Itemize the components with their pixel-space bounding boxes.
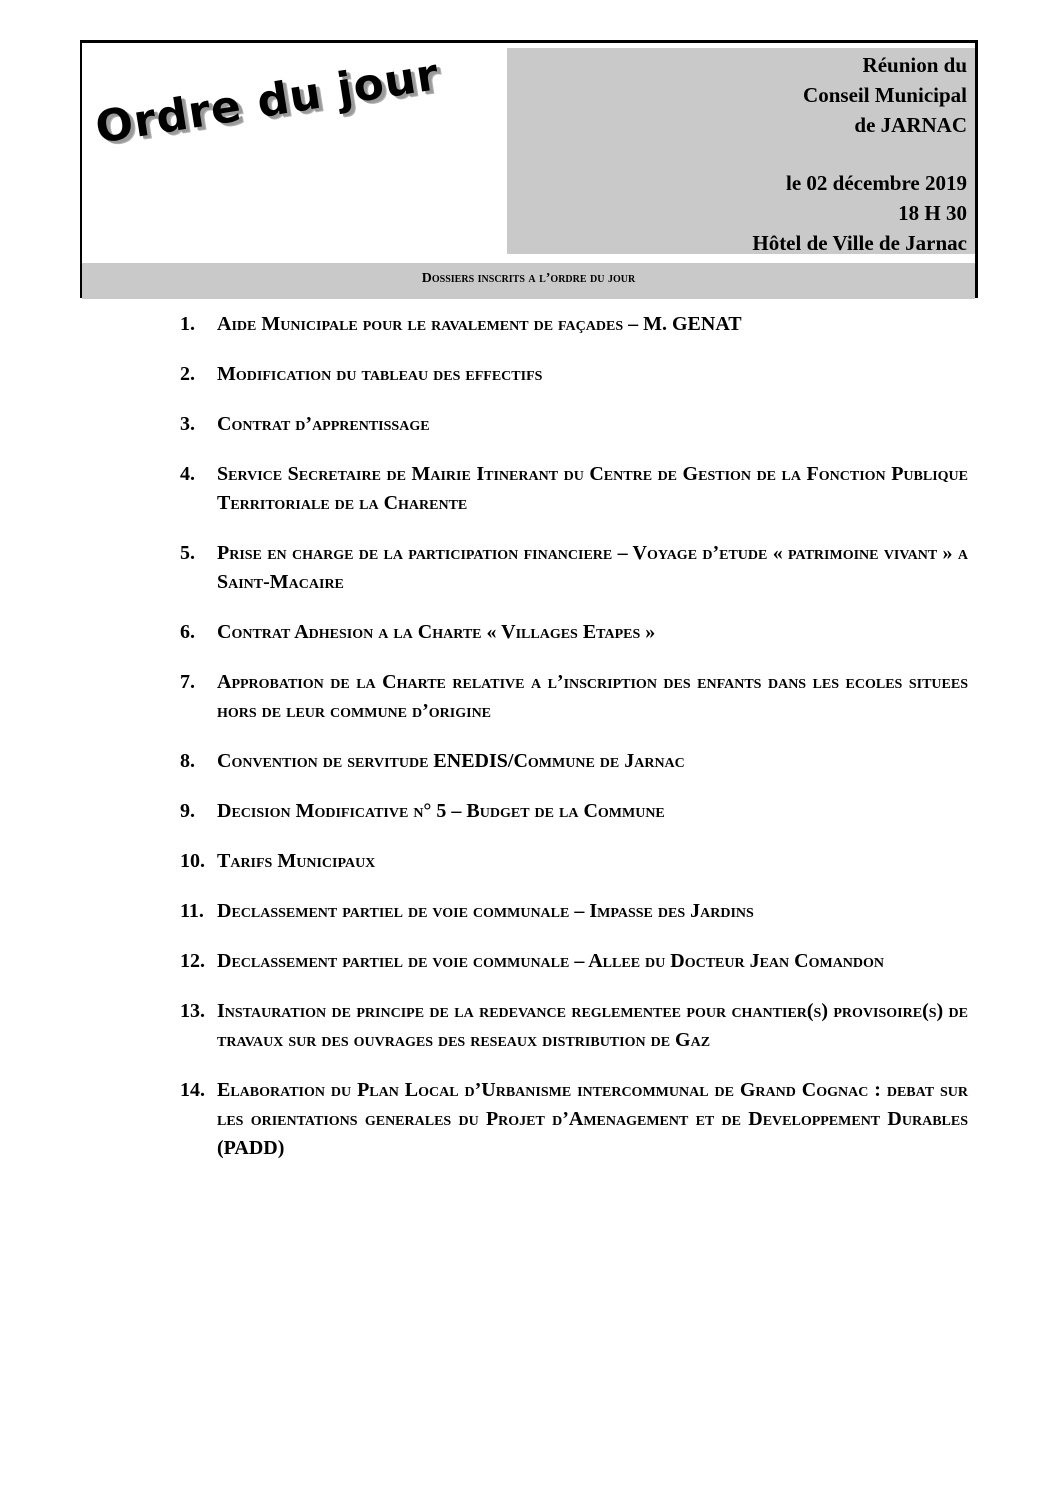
meeting-time: 18 H 30 xyxy=(898,201,967,225)
agenda-item xyxy=(180,410,968,439)
meeting-line-3: de JARNAC xyxy=(854,113,967,137)
item-text: Convention de servitude ENEDIS/Commune de Jarnac xyxy=(217,750,685,772)
agenda-item xyxy=(180,539,968,597)
agenda-item xyxy=(180,897,968,926)
agenda-item xyxy=(180,618,968,647)
item-number: 2. xyxy=(180,363,195,385)
page-title: Ordre du jour xyxy=(92,49,443,154)
item-number: 7. xyxy=(180,671,195,693)
item-number: 4. xyxy=(180,463,195,485)
agenda-item xyxy=(180,747,968,776)
agenda-item xyxy=(180,460,968,518)
item-number: 8. xyxy=(180,750,195,772)
item-text: Elaboration du Plan Local d’Urbanisme intercommunal de Grand Cognac : debat sur les orientations generales du Projet d’Amenagement et de Developpement Durables (PADD) xyxy=(217,1079,968,1159)
item-number: 5. xyxy=(180,542,195,564)
agenda-item xyxy=(180,668,968,726)
item-number: 12. xyxy=(180,950,205,972)
meeting-date: le 02 décembre 2019 xyxy=(786,171,967,195)
meeting-line-2: Conseil Municipal xyxy=(803,83,967,107)
agenda-item xyxy=(180,847,968,876)
item-text: Decision Modificative n° 5 – Budget de la Commune xyxy=(217,800,665,822)
meeting-info xyxy=(507,48,975,254)
agenda-item xyxy=(180,797,968,826)
agenda-item xyxy=(180,997,968,1055)
agenda-item xyxy=(180,1076,968,1163)
item-text: Declassement partiel de voie communale – Impasse des Jardins xyxy=(217,900,754,922)
meeting-location: Hôtel de Ville de Jarnac xyxy=(752,231,967,255)
item-number: 9. xyxy=(180,800,195,822)
item-text: Approbation de la Charte relative a l’inscription des enfants dans les ecoles situees hors de leur commune d’origine xyxy=(217,671,968,722)
meeting-line-1: Réunion du xyxy=(862,53,967,77)
item-number: 3. xyxy=(180,413,195,435)
agenda-list xyxy=(180,310,968,1184)
section-label: Dossiers inscrits a l’ordre du jour xyxy=(82,263,975,299)
item-number: 14. xyxy=(180,1079,205,1101)
title-area xyxy=(82,43,507,255)
item-text: Contrat d’apprentissage xyxy=(217,413,430,435)
item-text: Modification du tableau des effectifs xyxy=(217,363,543,385)
item-text: Tarifs Municipaux xyxy=(217,850,376,872)
item-text: Service Secretaire de Mairie Itinerant du Centre de Gestion de la Fonction Publique Territoriale de la Charente xyxy=(217,463,968,514)
agenda-item xyxy=(180,947,968,976)
spacer xyxy=(507,140,967,168)
item-text: Contrat Adhesion a la Charte « Villages Etapes » xyxy=(217,621,656,643)
item-number: 13. xyxy=(180,1000,205,1022)
item-text: Aide Municipale pour le ravalement de façades – M. GENAT xyxy=(217,313,742,335)
item-number: 11. xyxy=(180,900,204,922)
item-number: 1. xyxy=(180,313,195,335)
agenda-item xyxy=(180,310,968,339)
item-text: Instauration de principe de la redevance reglementee pour chantier(s) provisoire(s) de travaux sur des ouvrages des reseaux distribution de Gaz xyxy=(217,1000,968,1051)
header-box xyxy=(80,40,978,298)
item-number: 6. xyxy=(180,621,195,643)
item-text: Declassement partiel de voie communale – Allee du Docteur Jean Comandon xyxy=(217,950,885,972)
item-text: Prise en charge de la participation financiere – Voyage d’etude « patrimoine vivant » a Saint-Macaire xyxy=(217,542,968,593)
agenda-item xyxy=(180,360,968,389)
item-number: 10. xyxy=(180,850,205,872)
